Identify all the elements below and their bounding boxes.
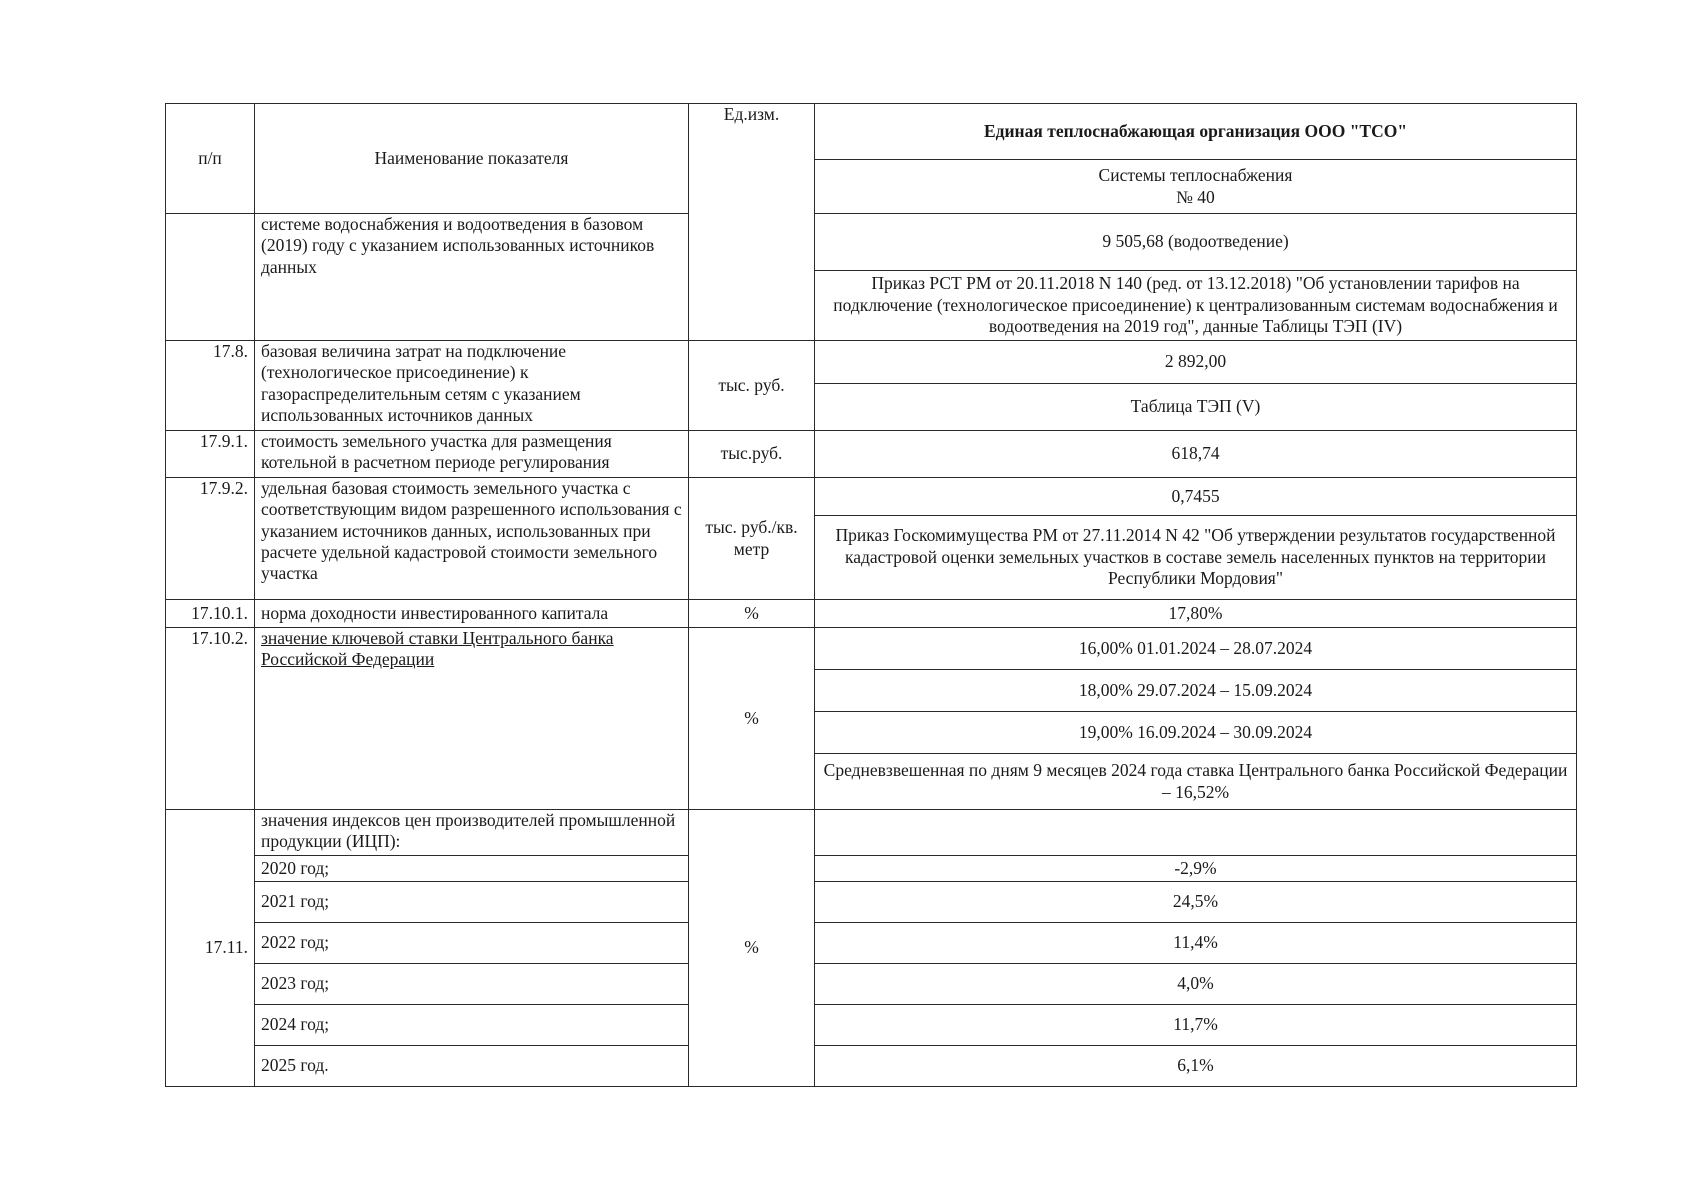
row-unit: тыс. руб. [689,341,815,431]
key-rate-period: 19,00% 16.09.2024 – 30.09.2024 [815,712,1577,754]
row-17-9-1 [166,431,1577,478]
ipc-year-row [166,856,1577,882]
header-unit: Ед.изм. [689,104,815,341]
ipc-year-value: 6,1% [815,1046,1577,1087]
header-name: Наименование показателя [255,104,689,214]
row-value: 17,80% [815,600,1577,628]
ipc-year-label: 2025 год. [255,1046,689,1087]
header-num: п/п [166,104,255,214]
row-name: значение ключевой ставки Центрального банка Российской Федерации [255,628,689,810]
ipc-year-label: 2024 год; [255,1005,689,1046]
ipc-year-label: 2020 год; [255,856,689,882]
row-17-8 [166,341,1577,384]
row-unit: % [689,810,815,1087]
row-source: Приказ Госкомимущества РМ от 27.11.2014 N 42 "Об утверждении результатов государственной кадастровой оценки земельных участков в составе земель населенных пунктов на территории Республики Мордовия" [815,516,1577,600]
row-unit: % [689,600,815,628]
ipc-year-row [166,964,1577,1005]
row-17-10-1 [166,600,1577,628]
ipc-year-row [166,923,1577,964]
header-system-line1: Системы теплоснабжения [1098,165,1293,186]
ipc-year-label: 2023 год; [255,964,689,1005]
row-17-9-2 [166,478,1577,516]
row-name: базовая величина затрат на подключение (технологическое присоединение) к газораспределительным сетям с указанием использованных источников данных [255,341,689,431]
ipc-year-value: 24,5% [815,882,1577,923]
carry-name: системе водоснабжения и водоотведения в базовом (2019) году с указанием использованных источников данных [255,214,689,341]
row-source: Таблица ТЭП (V) [815,384,1577,431]
carry-source: Приказ РСТ РМ от 20.11.2018 N 140 (ред. от 13.12.2018) "Об установлении тарифов на подключение (технологическое присоединение) к централизованным системам водоснабжения и водоотведения на 2019 год", данные Таблицы ТЭП (IV) [815,271,1577,341]
ipc-year-value: -2,9% [815,856,1577,882]
key-rate-period: 16,00% 01.01.2024 – 28.07.2024 [815,628,1577,670]
row-num: 17.10.2. [166,628,255,810]
row-unit: тыс.руб. [689,431,815,478]
header-system [815,160,1577,214]
ipc-year-value: 4,0% [815,964,1577,1005]
row-value: 618,74 [815,431,1577,478]
row-num: 17.10.1. [166,600,255,628]
carry-row [166,214,1577,271]
ipc-year-row [166,1005,1577,1046]
row-num: 17.8. [166,341,255,431]
row-num: 17.11. [166,810,255,1087]
carry-num [166,214,255,341]
row-value: 0,7455 [815,478,1577,516]
row-num: 17.9.1. [166,431,255,478]
ipc-year-label: 2022 год; [255,923,689,964]
empty-value-cell [815,810,1577,856]
row-17-11 [166,810,1577,856]
header-org: Единая теплоснабжающая организация ООО "ТСО" [815,104,1577,160]
row-name: значения индексов цен производителей промышленной продукции (ИЦП): [255,810,689,856]
ipc-year-value: 11,7% [815,1005,1577,1046]
row-unit: % [689,628,815,810]
indicators-table [165,103,1577,1087]
header-row [166,104,1577,160]
ipc-year-row [166,1046,1577,1087]
ipc-year-row [166,882,1577,923]
row-num: 17.9.2. [166,478,255,600]
key-rate-weighted: Средневзвешенная по дням 9 месяцев 2024 года ставка Центрального банка Российской Федерации – 16,52% [815,754,1577,810]
row-name: удельная базовая стоимость земельного участка с соответствующим видом разрешенного использования с указанием источников данных, использованных при расчете удельной кадастровой стоимости земельного участка [255,478,689,600]
row-name: норма доходности инвестированного капитала [255,600,689,628]
header-system-line2: № 40 [1176,186,1215,207]
row-unit: тыс. руб./кв. метр [689,478,815,600]
row-value: 2 892,00 [815,341,1577,384]
row-name: стоимость земельного участка для размещения котельной в расчетном периоде регулирования [255,431,689,478]
carry-value: 9 505,68 (водоотведение) [815,214,1577,271]
ipc-year-label: 2021 год; [255,882,689,923]
key-rate-period: 18,00% 29.07.2024 – 15.09.2024 [815,670,1577,712]
ipc-year-value: 11,4% [815,923,1577,964]
row-17-10-2 [166,628,1577,670]
